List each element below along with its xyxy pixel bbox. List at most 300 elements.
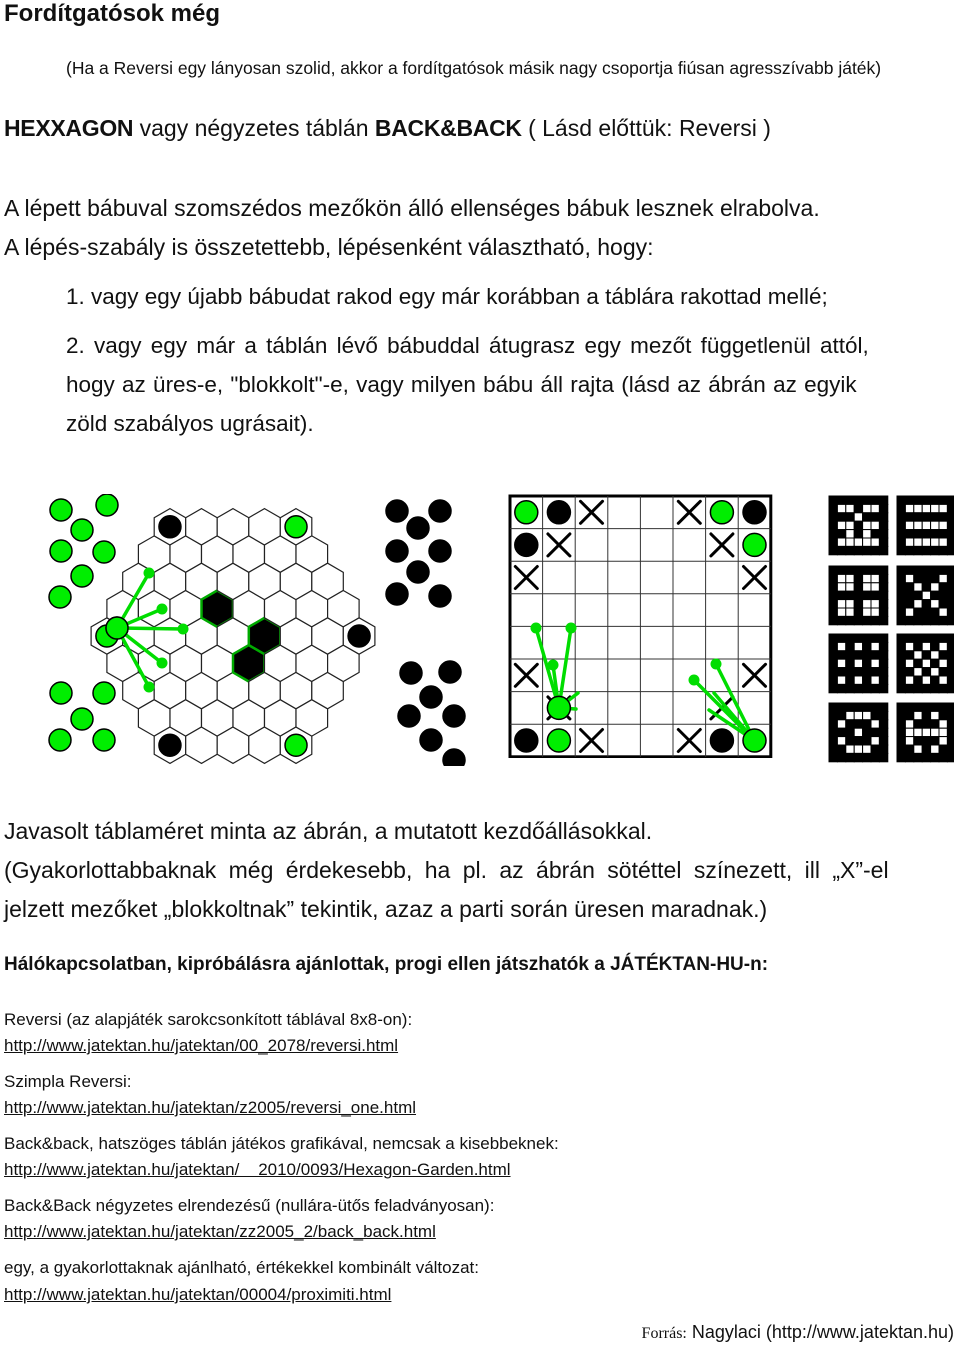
black-piece	[407, 561, 429, 583]
pattern-cell	[829, 753, 837, 761]
green-piece	[547, 696, 570, 719]
pattern-cell	[897, 720, 905, 728]
pattern-cell	[854, 728, 862, 736]
pattern-cell	[871, 668, 879, 676]
pattern-cell	[837, 684, 845, 692]
pattern-cell	[846, 634, 854, 642]
pattern-cell	[939, 676, 947, 684]
pattern-cell	[837, 659, 845, 667]
pattern-cell	[879, 753, 887, 761]
pattern-cell	[871, 634, 879, 642]
pattern-cell	[863, 591, 871, 599]
pattern-cell	[897, 566, 905, 574]
black-piece	[443, 705, 465, 727]
pattern-cell	[854, 659, 862, 667]
source-credit: Forrás: Nagylaci (http://www.jatektan.hu)	[641, 1322, 954, 1342]
green-piece	[285, 516, 307, 538]
pattern-cell	[939, 753, 947, 761]
pattern-cell	[905, 608, 913, 616]
link-label-hexagon-garden: Back&back, hatszöges táblán játékos grafikával, nemcsak a kisebbeknek:	[4, 1134, 559, 1153]
pattern-cell	[829, 591, 837, 599]
pattern-cell	[879, 496, 887, 504]
pattern-cell	[829, 659, 837, 667]
pattern-cell	[947, 504, 954, 512]
pattern-cell	[905, 676, 913, 684]
link-szimpla-reversi[interactable]: http://www.jatektan.hu/jatektan/z2005/reversi_one.html	[4, 1098, 417, 1117]
pattern-cell	[871, 600, 879, 608]
black-piece	[420, 686, 442, 708]
pattern-cell	[863, 728, 871, 736]
pattern-cell	[922, 676, 930, 684]
pattern-cell	[947, 608, 954, 616]
pattern-cell	[939, 600, 947, 608]
pattern-cell	[837, 591, 845, 599]
pattern-cell	[863, 634, 871, 642]
rule-item-1: 1. vagy egy újabb bábudat rakod egy már korábban a táblára rakottad mellé;	[66, 284, 828, 309]
pattern-cell	[897, 616, 905, 624]
pattern-cell	[829, 616, 837, 624]
pattern-cell	[905, 521, 913, 529]
pattern-cell	[879, 574, 887, 582]
green-piece	[71, 708, 93, 730]
pattern-cell	[922, 720, 930, 728]
pattern-cell	[837, 642, 845, 650]
pattern-cell	[871, 711, 879, 719]
pattern-cell	[922, 608, 930, 616]
pattern-cell	[863, 651, 871, 659]
pattern-cell	[829, 600, 837, 608]
pattern-cell	[846, 530, 854, 538]
pattern-cell	[939, 538, 947, 546]
pattern-cell	[837, 616, 845, 624]
pattern-cell	[947, 659, 954, 667]
jump-target-dot	[178, 624, 189, 635]
pattern-cell	[879, 521, 887, 529]
green-piece	[93, 729, 115, 751]
pattern-cell	[922, 504, 930, 512]
pattern-cell	[879, 720, 887, 728]
pattern-cell	[871, 659, 879, 667]
pattern-cell	[939, 574, 947, 582]
pattern-cell	[879, 566, 887, 574]
pattern-cell	[914, 591, 922, 599]
rule-item-2-line-2: hogy az üres-e, "blokkolt"-e, vagy milyen bábu áll rajta (lásd az ábrán az egyik	[66, 372, 857, 397]
pattern-cell	[879, 616, 887, 624]
pattern-cell	[939, 496, 947, 504]
pattern-cell	[871, 608, 879, 616]
pattern-cell	[947, 651, 954, 659]
pattern-cell	[863, 642, 871, 650]
pattern-cell	[905, 574, 913, 582]
pattern-cell	[914, 600, 922, 608]
pattern-cell	[871, 546, 879, 554]
pattern-cell	[914, 538, 922, 546]
square-board-figure	[508, 494, 776, 758]
pattern-cell	[846, 753, 854, 761]
pattern-cell	[947, 684, 954, 692]
pattern-cell	[854, 530, 862, 538]
jump-target-dot	[548, 660, 559, 671]
pattern-cell	[897, 538, 905, 546]
pattern-cell	[863, 513, 871, 521]
pattern-cell	[854, 634, 862, 642]
pattern-cell	[939, 530, 947, 538]
pattern-cell	[871, 684, 879, 692]
pattern-cell	[837, 711, 845, 719]
rule-paragraph-1: A lépett bábuval szomszédos mezőkön álló ellenséges bábuk lesznek elrabolva.	[4, 195, 820, 221]
link-label-back-back: Back&Back négyzetes elrendezésű (nullára-ütős feladványosan):	[4, 1196, 495, 1215]
pattern-cell	[922, 566, 930, 574]
pattern-cell	[914, 737, 922, 745]
black-piece	[159, 516, 181, 538]
pattern-cell	[905, 546, 913, 554]
pattern-cell	[829, 496, 837, 504]
pattern-cell	[905, 651, 913, 659]
pattern-cell	[829, 728, 837, 736]
pattern-cell	[931, 546, 939, 554]
pattern-cell	[897, 546, 905, 554]
pattern-cell	[939, 728, 947, 736]
pattern-cell	[846, 703, 854, 711]
pattern-cell	[914, 616, 922, 624]
pattern-cell	[837, 753, 845, 761]
pattern-cell	[931, 703, 939, 711]
black-piece	[159, 734, 181, 756]
pattern-cell	[879, 504, 887, 512]
pattern-cell	[922, 496, 930, 504]
pattern-cell	[922, 538, 930, 546]
pattern-cell	[922, 745, 930, 753]
jump-target-dot	[689, 675, 700, 686]
pattern-cell	[871, 651, 879, 659]
pattern-cell	[837, 546, 845, 554]
pattern-cell	[863, 720, 871, 728]
pattern-cell	[939, 546, 947, 554]
pattern-cell	[922, 616, 930, 624]
pattern-cell	[837, 496, 845, 504]
pattern-cell	[829, 642, 837, 650]
pattern-cell	[854, 753, 862, 761]
pattern-cell	[837, 530, 845, 538]
pattern-cell	[914, 583, 922, 591]
pattern-cell	[931, 504, 939, 512]
link-reversi[interactable]: http://www.jatektan.hu/jatektan/00_2078/reversi.html	[4, 1036, 399, 1055]
pattern-cell	[879, 728, 887, 736]
black-piece	[429, 540, 451, 562]
pattern-cell	[837, 737, 845, 745]
black-piece	[398, 705, 420, 727]
pattern-cell	[914, 574, 922, 582]
pattern-cell	[854, 684, 862, 692]
pattern-cell	[879, 651, 887, 659]
pattern-cell	[871, 745, 879, 753]
pattern-cell	[939, 513, 947, 521]
pattern-cell	[905, 720, 913, 728]
pattern-cell	[939, 737, 947, 745]
pattern-cell	[829, 566, 837, 574]
link-back-back[interactable]: http://www.jatektan.hu/jatektan/zz2005_2/back_back.html	[4, 1222, 436, 1241]
pattern-cell	[829, 608, 837, 616]
pattern-cell	[837, 574, 845, 582]
pattern-cell	[931, 737, 939, 745]
pattern-cell	[897, 728, 905, 736]
pattern-cell	[846, 608, 854, 616]
pattern-cell	[922, 521, 930, 529]
pattern-cell	[863, 600, 871, 608]
pattern-cell	[829, 513, 837, 521]
caption-line-2: (Gyakorlottabbaknak még érdekesebb, ha pl. az ábrán sötéttel színezett, ill „X”-el	[4, 857, 889, 883]
pattern-cell	[863, 521, 871, 529]
pattern-cell	[905, 600, 913, 608]
pattern-cell	[897, 496, 905, 504]
pattern-cell	[863, 745, 871, 753]
jump-target-dot	[531, 623, 542, 634]
pattern-cell	[829, 720, 837, 728]
pattern-cell	[939, 583, 947, 591]
pattern-cell	[854, 745, 862, 753]
pattern-cell	[854, 504, 862, 512]
pattern-cell	[837, 504, 845, 512]
pattern-cell	[837, 583, 845, 591]
pattern-cell	[897, 634, 905, 642]
pattern-cell	[846, 642, 854, 650]
game-name-backback: BACK&BACK	[374, 115, 522, 141]
pattern-cell	[947, 616, 954, 624]
pattern-cell	[897, 513, 905, 521]
pattern-cell	[863, 684, 871, 692]
pattern-cell	[914, 634, 922, 642]
pattern-cell	[931, 513, 939, 521]
pattern-cell	[854, 538, 862, 546]
pattern-cell	[931, 566, 939, 574]
pattern-cell	[846, 600, 854, 608]
pattern-cell	[846, 616, 854, 624]
pattern-cell	[829, 711, 837, 719]
pattern-cell	[922, 651, 930, 659]
pattern-cell	[837, 521, 845, 529]
pattern-cell	[871, 753, 879, 761]
pattern-cell	[879, 659, 887, 667]
black-piece	[348, 625, 370, 647]
pattern-cell	[931, 720, 939, 728]
pattern-cell	[871, 583, 879, 591]
pattern-cell	[931, 530, 939, 538]
pattern-cell	[914, 496, 922, 504]
pattern-cell	[879, 642, 887, 650]
pattern-cell	[837, 513, 845, 521]
black-piece	[420, 729, 442, 751]
pattern-cell	[922, 684, 930, 692]
green-piece	[50, 540, 72, 562]
hexagon-board-figure	[38, 494, 482, 766]
pattern-cell	[947, 753, 954, 761]
pattern-cell	[914, 651, 922, 659]
pattern-cell	[854, 703, 862, 711]
pattern-cell	[947, 711, 954, 719]
pattern-cell	[914, 745, 922, 753]
pattern-cell	[914, 530, 922, 538]
pattern-cell	[897, 737, 905, 745]
pattern-cell	[931, 574, 939, 582]
pattern-cell	[914, 703, 922, 711]
green-piece	[96, 494, 118, 516]
pattern-cell	[829, 651, 837, 659]
pattern-cell	[846, 659, 854, 667]
pattern-cell	[854, 616, 862, 624]
pattern-cell	[879, 634, 887, 642]
pattern-cell	[939, 504, 947, 512]
pattern-cell	[931, 711, 939, 719]
pattern-cell	[879, 608, 887, 616]
pattern-cell	[879, 668, 887, 676]
pattern-cell	[854, 651, 862, 659]
pattern-cell	[914, 668, 922, 676]
pattern-cell	[837, 745, 845, 753]
black-piece	[547, 501, 570, 524]
pattern-cell	[879, 703, 887, 711]
green-piece	[49, 729, 71, 751]
pattern-cell	[871, 521, 879, 529]
pattern-cell	[863, 753, 871, 761]
pattern-cell	[871, 737, 879, 745]
pattern-cell	[914, 753, 922, 761]
pattern-cell	[879, 711, 887, 719]
link-label-proximiti: egy, a gyakorlottaknak ajánlható, értékekkel kombinált változat:	[4, 1258, 480, 1277]
pattern-cell	[905, 737, 913, 745]
pattern-cell	[939, 745, 947, 753]
caption-line-1: Javasolt táblaméret minta az ábrán, a mutatott kezdőállásokkal.	[4, 818, 653, 844]
pattern-cell	[931, 676, 939, 684]
pattern-cell	[879, 538, 887, 546]
pattern-cell	[905, 684, 913, 692]
pattern-cell	[897, 504, 905, 512]
pattern-cell	[905, 538, 913, 546]
pattern-cell	[931, 496, 939, 504]
pattern-cell	[914, 720, 922, 728]
pattern-cell	[897, 583, 905, 591]
pattern-cell	[931, 521, 939, 529]
pattern-cell	[846, 720, 854, 728]
pattern-cell	[931, 745, 939, 753]
pattern-cell	[905, 728, 913, 736]
pattern-cell	[914, 546, 922, 554]
pattern-cell	[871, 703, 879, 711]
pattern-cell	[846, 583, 854, 591]
pattern-cell	[922, 513, 930, 521]
pattern-cell	[922, 737, 930, 745]
pattern-cell	[939, 703, 947, 711]
pattern-cell	[829, 538, 837, 546]
pattern-cell	[871, 566, 879, 574]
green-piece	[743, 533, 766, 556]
black-piece	[386, 500, 408, 522]
page-title: Fordítgatósok még	[4, 0, 221, 27]
pattern-cell	[905, 634, 913, 642]
pattern-cell	[897, 753, 905, 761]
pattern-cell	[905, 642, 913, 650]
pattern-cell	[879, 546, 887, 554]
pattern-cell	[922, 530, 930, 538]
pattern-cell	[939, 642, 947, 650]
pattern-cell	[897, 642, 905, 650]
pattern-cell	[947, 668, 954, 676]
caption-line-3: jelzett mezőket „blokkoltnak” tekintik, azaz a parti során üresen maradnak.)	[4, 896, 768, 922]
green-piece	[710, 501, 733, 524]
pattern-cell	[863, 538, 871, 546]
pattern-cell	[879, 583, 887, 591]
jump-target-dot	[157, 604, 168, 615]
pattern-cell	[914, 504, 922, 512]
pattern-cell	[947, 591, 954, 599]
pattern-cell	[846, 538, 854, 546]
black-piece	[386, 540, 408, 562]
black-piece	[407, 517, 429, 539]
pattern-cell	[863, 676, 871, 684]
pattern-cell	[871, 676, 879, 684]
pattern-cell	[931, 684, 939, 692]
game-heading: HEXXAGON vagy négyzetes táblán BACK&BACK ( Lásd előttük: Reversi )	[4, 115, 771, 141]
pattern-cell	[863, 703, 871, 711]
pattern-cell	[947, 745, 954, 753]
jump-target-dot	[711, 659, 722, 670]
pattern-cell	[871, 642, 879, 650]
pattern-cell	[863, 668, 871, 676]
pattern-cell	[863, 496, 871, 504]
pattern-cell	[871, 616, 879, 624]
pattern-cell	[863, 530, 871, 538]
link-proximiti[interactable]: http://www.jatektan.hu/jatektan/00004/proximiti.html	[4, 1285, 392, 1304]
pattern-cell	[939, 566, 947, 574]
pattern-cell	[854, 583, 862, 591]
black-piece	[400, 662, 422, 684]
pattern-cell	[914, 566, 922, 574]
pattern-cell	[871, 538, 879, 546]
pattern-cell	[897, 608, 905, 616]
pattern-cell	[947, 720, 954, 728]
pattern-cell	[879, 530, 887, 538]
pattern-cell	[939, 720, 947, 728]
link-label-reversi: Reversi (az alapjáték sarokcsonkított táblával 8x8-on):	[4, 1010, 413, 1029]
link-hexagon-garden[interactable]: http://www.jatektan.hu/jatektan/ 2010/0093/Hexagon-Garden.html	[4, 1160, 511, 1179]
pattern-cell	[897, 659, 905, 667]
pattern-cell	[931, 538, 939, 546]
pattern-cell	[871, 574, 879, 582]
pattern-cell	[879, 684, 887, 692]
pattern-cell	[922, 546, 930, 554]
pattern-cell	[905, 530, 913, 538]
pattern-cell	[947, 496, 954, 504]
pattern-cell	[931, 608, 939, 616]
green-piece	[547, 729, 570, 752]
pattern-cell	[914, 684, 922, 692]
pattern-cell	[947, 600, 954, 608]
pattern-cell	[854, 546, 862, 554]
pattern-cell	[939, 608, 947, 616]
jump-target-dot	[144, 682, 155, 693]
black-piece	[710, 729, 733, 752]
links-heading: Hálókapcsolatban, kipróbálásra ajánlottak, progi ellen játszhatók a JÁTÉKTAN-HU-n:	[4, 954, 769, 975]
pattern-cell	[854, 608, 862, 616]
green-piece	[49, 586, 71, 608]
pattern-cell	[871, 530, 879, 538]
pattern-cell	[947, 546, 954, 554]
pattern-cell	[922, 574, 930, 582]
pattern-cell	[947, 538, 954, 546]
pattern-cell	[931, 659, 939, 667]
pattern-cell	[846, 711, 854, 719]
green-piece	[50, 682, 72, 704]
pattern-cell	[947, 676, 954, 684]
